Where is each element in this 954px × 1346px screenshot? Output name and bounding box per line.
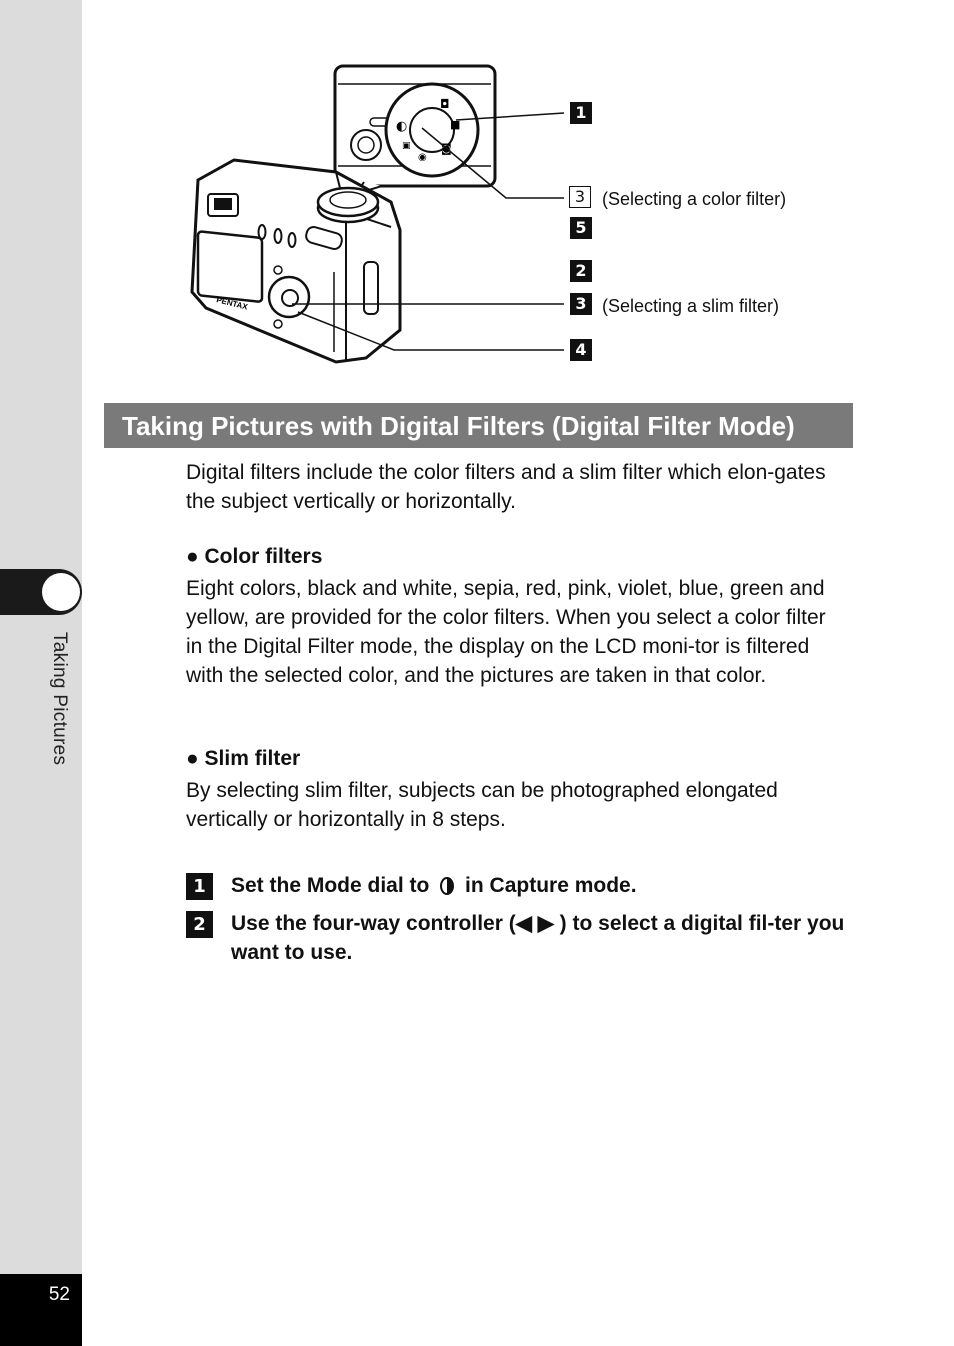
- callout-3-color-label: (Selecting a color filter): [602, 189, 787, 209]
- callout-5: 5: [570, 217, 592, 239]
- svg-text:◐: ◐: [396, 119, 408, 134]
- step-1-text: Set the Mode dial to in Capture mode.: [231, 874, 637, 897]
- callout-3-slim-label: (Selecting a slim filter): [602, 296, 780, 316]
- slim-filter-body: By selecting slim filter, subjects can be photographed elongated vertically or horizontally in 8 steps.: [186, 779, 778, 831]
- callout-2: 2: [570, 260, 592, 282]
- intro-paragraph: Digital filters include the color filters and a slim filter which elon-gates the subject vertically or horizontally.: [186, 461, 826, 513]
- callout-1: 1: [570, 102, 592, 124]
- svg-text:◉: ◉: [418, 152, 427, 163]
- svg-text:◙: ◙: [441, 142, 452, 155]
- step-2-text: Use the four-way controller (◀ ▶ ) to select a digital fil-ter you want to use.: [231, 912, 845, 964]
- callout-4: 4: [570, 339, 592, 361]
- color-filters-heading: ● Color filters: [186, 545, 323, 568]
- page-number: 52: [48, 1284, 70, 1305]
- callout-3-color: 3 (Selecting a color filter): [569, 186, 591, 208]
- section-label: Taking Pictures: [49, 632, 70, 766]
- camera-illustration: [186, 62, 826, 374]
- shutter-button-inset: [351, 130, 381, 160]
- svg-text:▣: ▣: [402, 141, 411, 151]
- step-2-number: 2: [186, 911, 213, 938]
- callout-3-slim: 3 (Selecting a slim filter): [570, 293, 592, 315]
- svg-text:◘: ◘: [440, 97, 450, 111]
- slim-filter-heading: ● Slim filter: [186, 747, 301, 770]
- color-filters-body: Eight colors, black and white, sepia, red, pink, violet, blue, green and yellow, are provided for the color filters. When you select a color filter in the Digital Filter mode, the display on the LCD moni-tor is filtered with the selected color, and the pictures are taken in that color.: [186, 577, 826, 687]
- chapter-tab-dot: [42, 573, 80, 611]
- lcd-screen: [198, 231, 262, 302]
- section-banner: [104, 403, 853, 448]
- digital-filter-mode-icon: [439, 877, 455, 895]
- brand-logo: PENTAX: [215, 295, 249, 312]
- section-title: Taking Pictures with Digital Filters (Digital Filter Mode): [122, 411, 795, 441]
- step-1-number: 1: [186, 873, 213, 900]
- svg-text:■: ■: [450, 118, 461, 131]
